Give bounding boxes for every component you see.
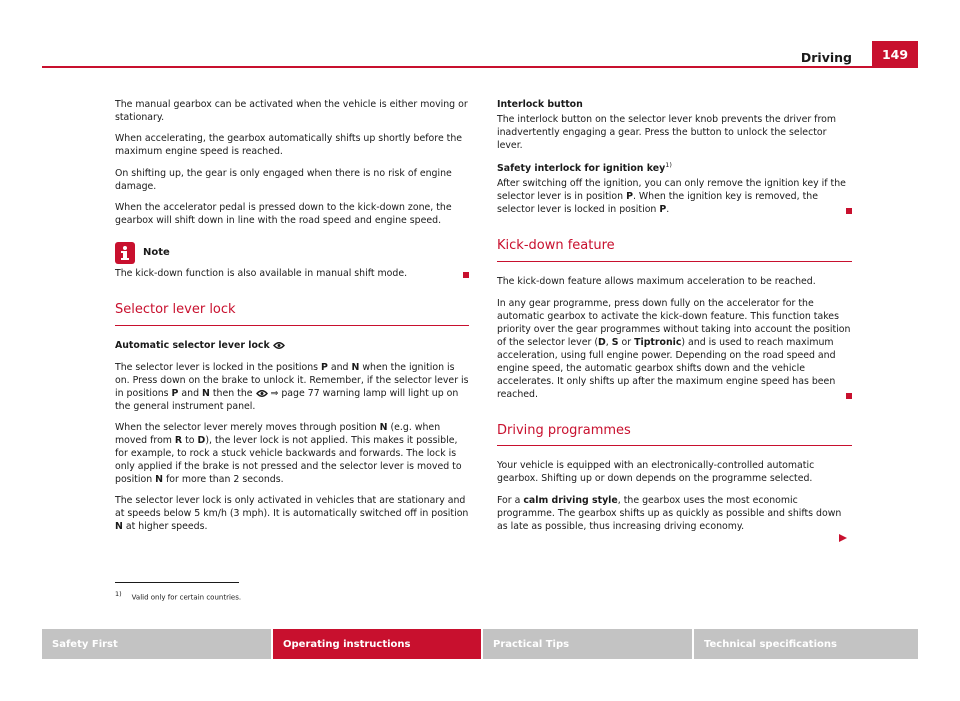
text: when the ignition is on. Press down on the brake to unlock it. Remember, if the selector lever is in positions	[115, 361, 469, 399]
gear-position: S	[611, 336, 619, 348]
text: at higher speeds.	[122, 521, 208, 533]
paragraph: The interlock button on the selector lever knob prevents the driver from inadvertently engaging a gear. Press the button to unlock the selector lever.	[497, 113, 836, 151]
page-number: 149	[872, 41, 918, 68]
gear-position: N	[351, 361, 360, 373]
paragraph	[115, 495, 469, 534]
paragraph	[115, 362, 469, 414]
gear-position: N	[379, 422, 388, 433]
text: ) and is used to reach maximum acceleration, using full engine power. Depending on the road speed and engine speed, the automatic gearbox shifts down and the vehicle accelerates. It only shifts up after the maximum engine speed has been reached.	[497, 336, 836, 400]
text: and	[178, 387, 203, 399]
footnote-mark: 1)	[115, 590, 122, 598]
subheading-text: Safety interlock for ignition key	[497, 163, 666, 175]
nav-tab-operating-instructions[interactable]: Operating instructions	[273, 629, 481, 659]
text: then the	[209, 387, 256, 399]
selector-lock-lamp-icon	[256, 389, 268, 398]
end-of-section-icon	[463, 272, 469, 278]
gear-position: P	[626, 191, 633, 203]
footnote	[115, 590, 241, 601]
section-title-selector-lever-lock: Selector lever lock	[115, 301, 469, 326]
nav-tab-technical-specifications[interactable]: Technical specifications	[694, 629, 918, 659]
section-title-kick-down: Kick-down feature	[497, 237, 852, 262]
text: to	[182, 434, 198, 446]
end-of-section-icon	[846, 208, 852, 214]
paragraph	[497, 298, 852, 402]
section-title-driving-programmes: Driving programmes	[497, 422, 852, 447]
page-reference-link[interactable]: ⇒ page 77 warning lamp will light up on the general instrument panel.	[115, 387, 459, 412]
gear-position: N	[155, 473, 163, 485]
gear-position: R	[174, 434, 183, 446]
subheading	[497, 161, 852, 176]
text: For a	[497, 494, 524, 506]
paragraph	[497, 178, 852, 217]
text: When the selector lever merely moves through position	[115, 422, 380, 433]
text: or	[618, 336, 635, 348]
gear-position: D	[197, 434, 206, 446]
text: .	[666, 204, 670, 216]
footnote-ref[interactable]: 1)	[665, 161, 672, 170]
text: (e.g. when moved from	[115, 422, 441, 446]
emphasis: calm driving style	[523, 494, 618, 506]
subheading	[497, 99, 852, 112]
nav-tab-safety-first[interactable]: Safety First	[42, 629, 271, 659]
end-of-section-icon	[846, 393, 852, 399]
text: After switching off the ignition, you can only remove the ignition key if the selector lever is in position	[497, 178, 846, 203]
text: . When the ignition key is removed, the selector lever is locked in position	[497, 191, 818, 216]
paragraph	[497, 495, 852, 534]
nav-tab-practical-tips[interactable]: Practical Tips	[483, 629, 692, 659]
gear-position: Tiptronic	[634, 336, 682, 348]
note-block	[115, 242, 469, 264]
paragraph: On shifting up, the gear is only engaged when there is no risk of engine damage.	[115, 167, 452, 192]
left-column	[115, 99, 469, 543]
note-text	[115, 268, 469, 281]
text: The selector lever is locked in the positions	[115, 361, 322, 373]
text: , the gearbox uses the most economic programme. The gearbox shifts up as quickly as possible and shifts down as late as possible, thus increasing driving economy.	[497, 494, 842, 532]
text: In any gear programme, press down fully on the accelerator for the automatic gearbox to activate the kick-down feature. This function takes priority over the gear programmes without taking into account the position of the selector lever (	[497, 297, 851, 348]
text: ), the lever lock is not applied. This makes it possible, for example, to rock a stuck vehicle backwards and forwards. The lock is only applied if the brake is not pressed and the selector lever is moved to position	[115, 434, 462, 485]
paragraph: When the accelerator pedal is pressed down to the kick-down zone, the gearbox will shift down in line with the road speed and engine speed.	[115, 202, 452, 227]
gear-position: P	[321, 361, 328, 373]
text: for more than 2 seconds.	[162, 473, 284, 485]
page-header-title: Driving	[800, 50, 852, 65]
paragraph	[115, 422, 469, 487]
text: The selector lever lock is only activated in vehicles that are stationary and at speeds below 5 km/h (3 mph). It is automatically switched off in position	[115, 495, 469, 520]
paragraph: Your vehicle is equipped with an electronically-controlled automatic gearbox. Shifting up or down depends on the programme selected.	[497, 460, 815, 485]
paragraph: When accelerating, the gearbox automatically shifts up shortly before the maximum engine speed is reached.	[115, 133, 463, 158]
gear-position: D	[598, 336, 606, 348]
subheading-text: Interlock button	[497, 99, 583, 110]
paragraph: The kick-down feature allows maximum acceleration to be reached.	[497, 276, 816, 288]
text: and	[327, 361, 352, 373]
gear-position: N	[115, 521, 123, 533]
gear-position: P	[171, 387, 179, 399]
continue-arrow-icon	[838, 533, 848, 543]
paragraph: The manual gearbox can be activated when the vehicle is either moving or stationary.	[115, 99, 468, 123]
selector-lock-lamp-icon	[273, 341, 285, 350]
footnote-text: Valid only for certain countries.	[131, 593, 242, 602]
note-label: Note	[143, 247, 170, 259]
footnote-rule	[115, 582, 239, 583]
header-rule	[42, 66, 918, 68]
text: ,	[605, 336, 612, 348]
subheading	[115, 340, 469, 353]
gear-position: N	[202, 387, 210, 399]
note-text-content: The kick-down function is also available in manual shift mode.	[115, 268, 408, 280]
right-column	[497, 99, 852, 542]
gear-position: P	[659, 204, 667, 216]
note-icon	[115, 242, 135, 264]
subheading-text: Automatic selector lever lock	[115, 340, 270, 352]
